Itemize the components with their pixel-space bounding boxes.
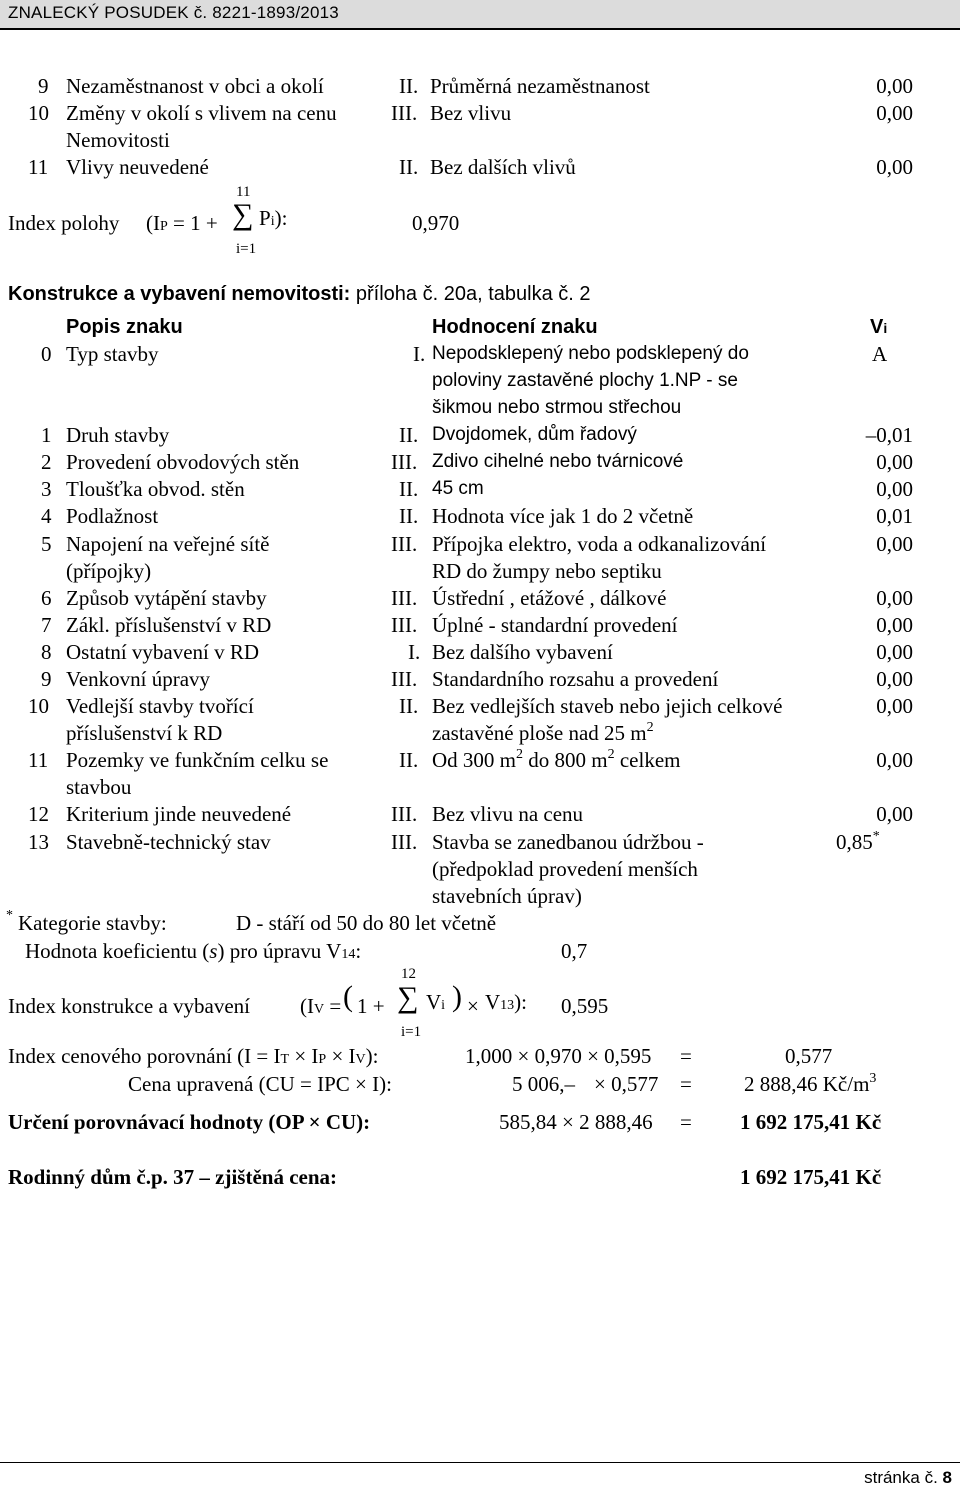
footnote-star: * [6, 908, 13, 923]
row-value: 0,00 [876, 586, 913, 610]
col-hodnoceni-header: Hodnocení znaku [432, 316, 598, 338]
row-label-cont: (přípojky) [66, 559, 152, 583]
sum-symbol: ∑ [397, 981, 419, 1014]
loc-row-grade: III. [391, 101, 418, 125]
row-desc: Standardního rozsahu a provedení [432, 667, 719, 691]
row-grade: III. [391, 586, 418, 610]
sum-upper-limit: 11 [236, 184, 251, 200]
row-grade: I. [408, 640, 421, 664]
row-desc: Přípojka elektro, voda a odkanalizování [432, 532, 767, 556]
index-polohy-formula: (IP = 1 + [146, 211, 218, 235]
loc-row-grade: II. [399, 74, 419, 98]
loc-row-label: Nezaměstnanost v obci a okolí [66, 74, 324, 98]
porovnani-calc: 1,000 × 0,970 × 0,595 [465, 1044, 652, 1068]
loc-row-label: Vlivy neuvedené [66, 155, 209, 179]
row-label: Venkovní úpravy [66, 667, 211, 691]
sum-lower-limit: i=1 [236, 241, 257, 257]
loc-row-num: 9 [38, 74, 49, 98]
row-grade: II. [399, 477, 419, 501]
loc-row-grade: II. [399, 155, 419, 179]
row-label: Stavebně-technický stav [66, 830, 271, 854]
row-value: 0,85* [836, 829, 880, 854]
row-num: 13 [28, 830, 49, 854]
row-desc: Nepodsklepený nebo podsklepený do [432, 343, 749, 364]
row-desc: Od 300 $m^2$ do 800 $m^2$ celkem [432, 747, 681, 772]
op-result: 1 692 175,41 Kč [740, 1110, 882, 1134]
row-label: Napojení na veřejné sítě [66, 532, 270, 556]
row-desc: Bez vlivu na cenu [432, 802, 584, 826]
porovnani-result: 0,577 [785, 1044, 833, 1068]
row-value: 0,00 [876, 532, 913, 556]
row-grade: III. [391, 830, 418, 854]
row-grade: III. [391, 667, 418, 691]
footer-divider [0, 1462, 960, 1463]
row-grade: III. [391, 450, 418, 474]
row-num: 0 [41, 342, 52, 366]
row-value: 0,00 [876, 477, 913, 501]
row-desc: poloviny zastavěné plochy 1.NP - se [432, 370, 738, 391]
row-desc: (předpoklad provedení menších [432, 857, 698, 881]
row-label: Provedení obvodových stěn [66, 450, 300, 474]
sum-lower-limit: i=1 [401, 1024, 422, 1040]
row-num: 12 [28, 802, 49, 826]
op-eq: = [680, 1110, 692, 1134]
loc-row-value: 0,00 [876, 101, 913, 125]
paren-open: ( [343, 980, 353, 1013]
paren-close: ) [452, 980, 462, 1013]
row-desc: Bez vedlejších staveb nebo jejich celkové [432, 694, 783, 718]
porovnani-label: Index cenového porovnání (I = IT × IP × IV): [8, 1044, 379, 1068]
row-grade: III. [391, 532, 418, 556]
kategorie-label: Kategorie stavby: [18, 911, 167, 935]
row-desc: Bez dalšího vybavení [432, 640, 613, 664]
porovnani-eq: = [680, 1044, 692, 1068]
cena-upravena-result: 2 888,46 $Kč/m^3$ [744, 1071, 877, 1096]
index-konstrukce-value: 0,595 [561, 994, 609, 1018]
row-desc: stavebních úprav) [432, 884, 582, 908]
loc-row-desc: Bez dalších vlivů [430, 155, 576, 179]
row-value: 0,01 [876, 504, 913, 528]
row-label: Pozemky ve funkčním celku se [66, 748, 329, 772]
cena-upravena-calc-b: × 0,577 [594, 1072, 659, 1096]
row-desc: Dvojdomek, dům řadový [432, 424, 637, 445]
row-label: Druh stavby [66, 423, 170, 447]
loc-row-desc: Průměrná nezaměstnanost [430, 74, 650, 98]
row-desc: Ústřední , etážové , dálkové [432, 586, 667, 610]
row-grade: II. [399, 504, 419, 528]
one-plus: 1 + [357, 994, 385, 1018]
loc-row-desc: Bez vlivu [430, 101, 512, 125]
row-value: 0,00 [876, 802, 913, 826]
index-polohy-label: Index polohy [8, 211, 120, 235]
row-value: 0,00 [876, 667, 913, 691]
index-polohy-value: 0,970 [412, 211, 460, 235]
row-value: 0,00 [876, 640, 913, 664]
row-label: Zákl. příslušenství v RD [66, 613, 272, 637]
loc-row-num: 10 [28, 101, 49, 125]
final-label: Rodinný dům č.p. 37 – zjištěná cena: [8, 1165, 338, 1189]
cena-upravena-label: Cena upravená (CU = IPC × I): [128, 1072, 392, 1096]
cena-upravena-eq: = [680, 1072, 692, 1096]
loc-row-value: 0,00 [876, 155, 913, 179]
row-label: Vedlejší stavby tvořící [66, 694, 254, 718]
row-value: 0,00 [876, 450, 913, 474]
document-title: ZNALECKÝ POSUDEK č. 8221-1893/2013 [8, 3, 339, 22]
row-num: 5 [41, 532, 52, 556]
koeficient-label: Hodnota koeficientu (s) pro úpravu V14: [25, 939, 362, 963]
index-konstrukce-label: Index konstrukce a vybavení [8, 994, 251, 1018]
row-value: 0,00 [876, 613, 913, 637]
row-desc: zastavěné ploše nad 25 $m^2$ [432, 720, 654, 745]
row-label-cont: příslušenství k RD [66, 721, 223, 745]
row-value: –0,01 [865, 423, 913, 447]
row-grade: III. [391, 802, 418, 826]
row-grade: II. [399, 694, 419, 718]
col-v-header: Vi [870, 316, 888, 338]
row-label: Tloušťka obvod. stěn [66, 477, 245, 501]
row-desc: Hodnota více jak 1 do 2 včetně [432, 504, 694, 528]
row-desc: RD do žumpy nebo septiku [432, 559, 662, 583]
row-label: Způsob vytápění stavby [66, 586, 267, 610]
row-num: 3 [41, 477, 52, 501]
row-value: A [872, 342, 888, 366]
row-desc: Stavba se zanedbanou údržbou - [432, 830, 704, 854]
row-num: 11 [28, 748, 49, 772]
row-grade: III. [391, 613, 418, 637]
index-konstrukce-open: (IV = [300, 994, 342, 1018]
op-label: Určení porovnávací hodnoty (OP × CU): [8, 1110, 371, 1134]
row-num: 10 [28, 694, 49, 718]
row-num: 8 [41, 640, 52, 664]
row-label: Ostatní vybavení v RD [66, 640, 260, 664]
loc-row-label-cont: Nemovitosti [66, 128, 170, 152]
loc-row-value: 0,00 [876, 74, 913, 98]
v13-term: V13): [485, 990, 527, 1014]
sum-upper-limit: 12 [401, 966, 416, 982]
kategorie-value: D - stáří od 50 do 80 let včetně [236, 911, 497, 935]
row-grade: I. [413, 342, 426, 366]
loc-row-label: Změny v okolí s vlivem na cenu [66, 101, 337, 125]
cena-upravena-calc-a: 5 006,– [512, 1072, 575, 1096]
row-num: 4 [41, 504, 52, 528]
row-num: 6 [41, 586, 52, 610]
row-desc: šikmou nebo strmou střechou [432, 397, 682, 418]
koeficient-value: 0,7 [561, 939, 588, 963]
header-divider [0, 28, 960, 30]
row-value: 0,00 [876, 694, 913, 718]
row-desc: Úplné - standardní provedení [432, 613, 678, 637]
row-value: 0,00 [876, 748, 913, 772]
row-label: Typ stavby [66, 342, 159, 366]
col-popis-header: Popis znaku [66, 316, 183, 338]
row-desc: 45 cm [432, 478, 484, 499]
op-calc: 585,84 × 2 888,46 [499, 1110, 653, 1134]
index-polohy-term: Pi): [259, 206, 288, 230]
row-num: 7 [41, 613, 52, 637]
konstrukce-heading: Konstrukce a vybavení nemovitosti: příloha č. 20a, tabulka č. 2 [8, 283, 591, 305]
page-number: stránka č. 8 [864, 1468, 952, 1487]
row-desc: Zdivo cihelné nebo tvárnicové [432, 451, 684, 472]
final-result: 1 692 175,41 Kč [740, 1165, 882, 1189]
loc-row-num: 11 [28, 155, 49, 179]
row-grade: II. [399, 423, 419, 447]
row-label: Podlažnost [66, 504, 159, 528]
row-num: 1 [41, 423, 52, 447]
row-grade: II. [399, 748, 419, 772]
row-num: 9 [41, 667, 52, 691]
sum-symbol: ∑ [232, 198, 254, 231]
row-num: 2 [41, 450, 52, 474]
row-label: Kriterium jinde neuvedené [66, 802, 292, 826]
vi-term: Vi [426, 990, 446, 1014]
row-label-cont: stavbou [66, 775, 132, 799]
times-sign: × [467, 994, 479, 1018]
